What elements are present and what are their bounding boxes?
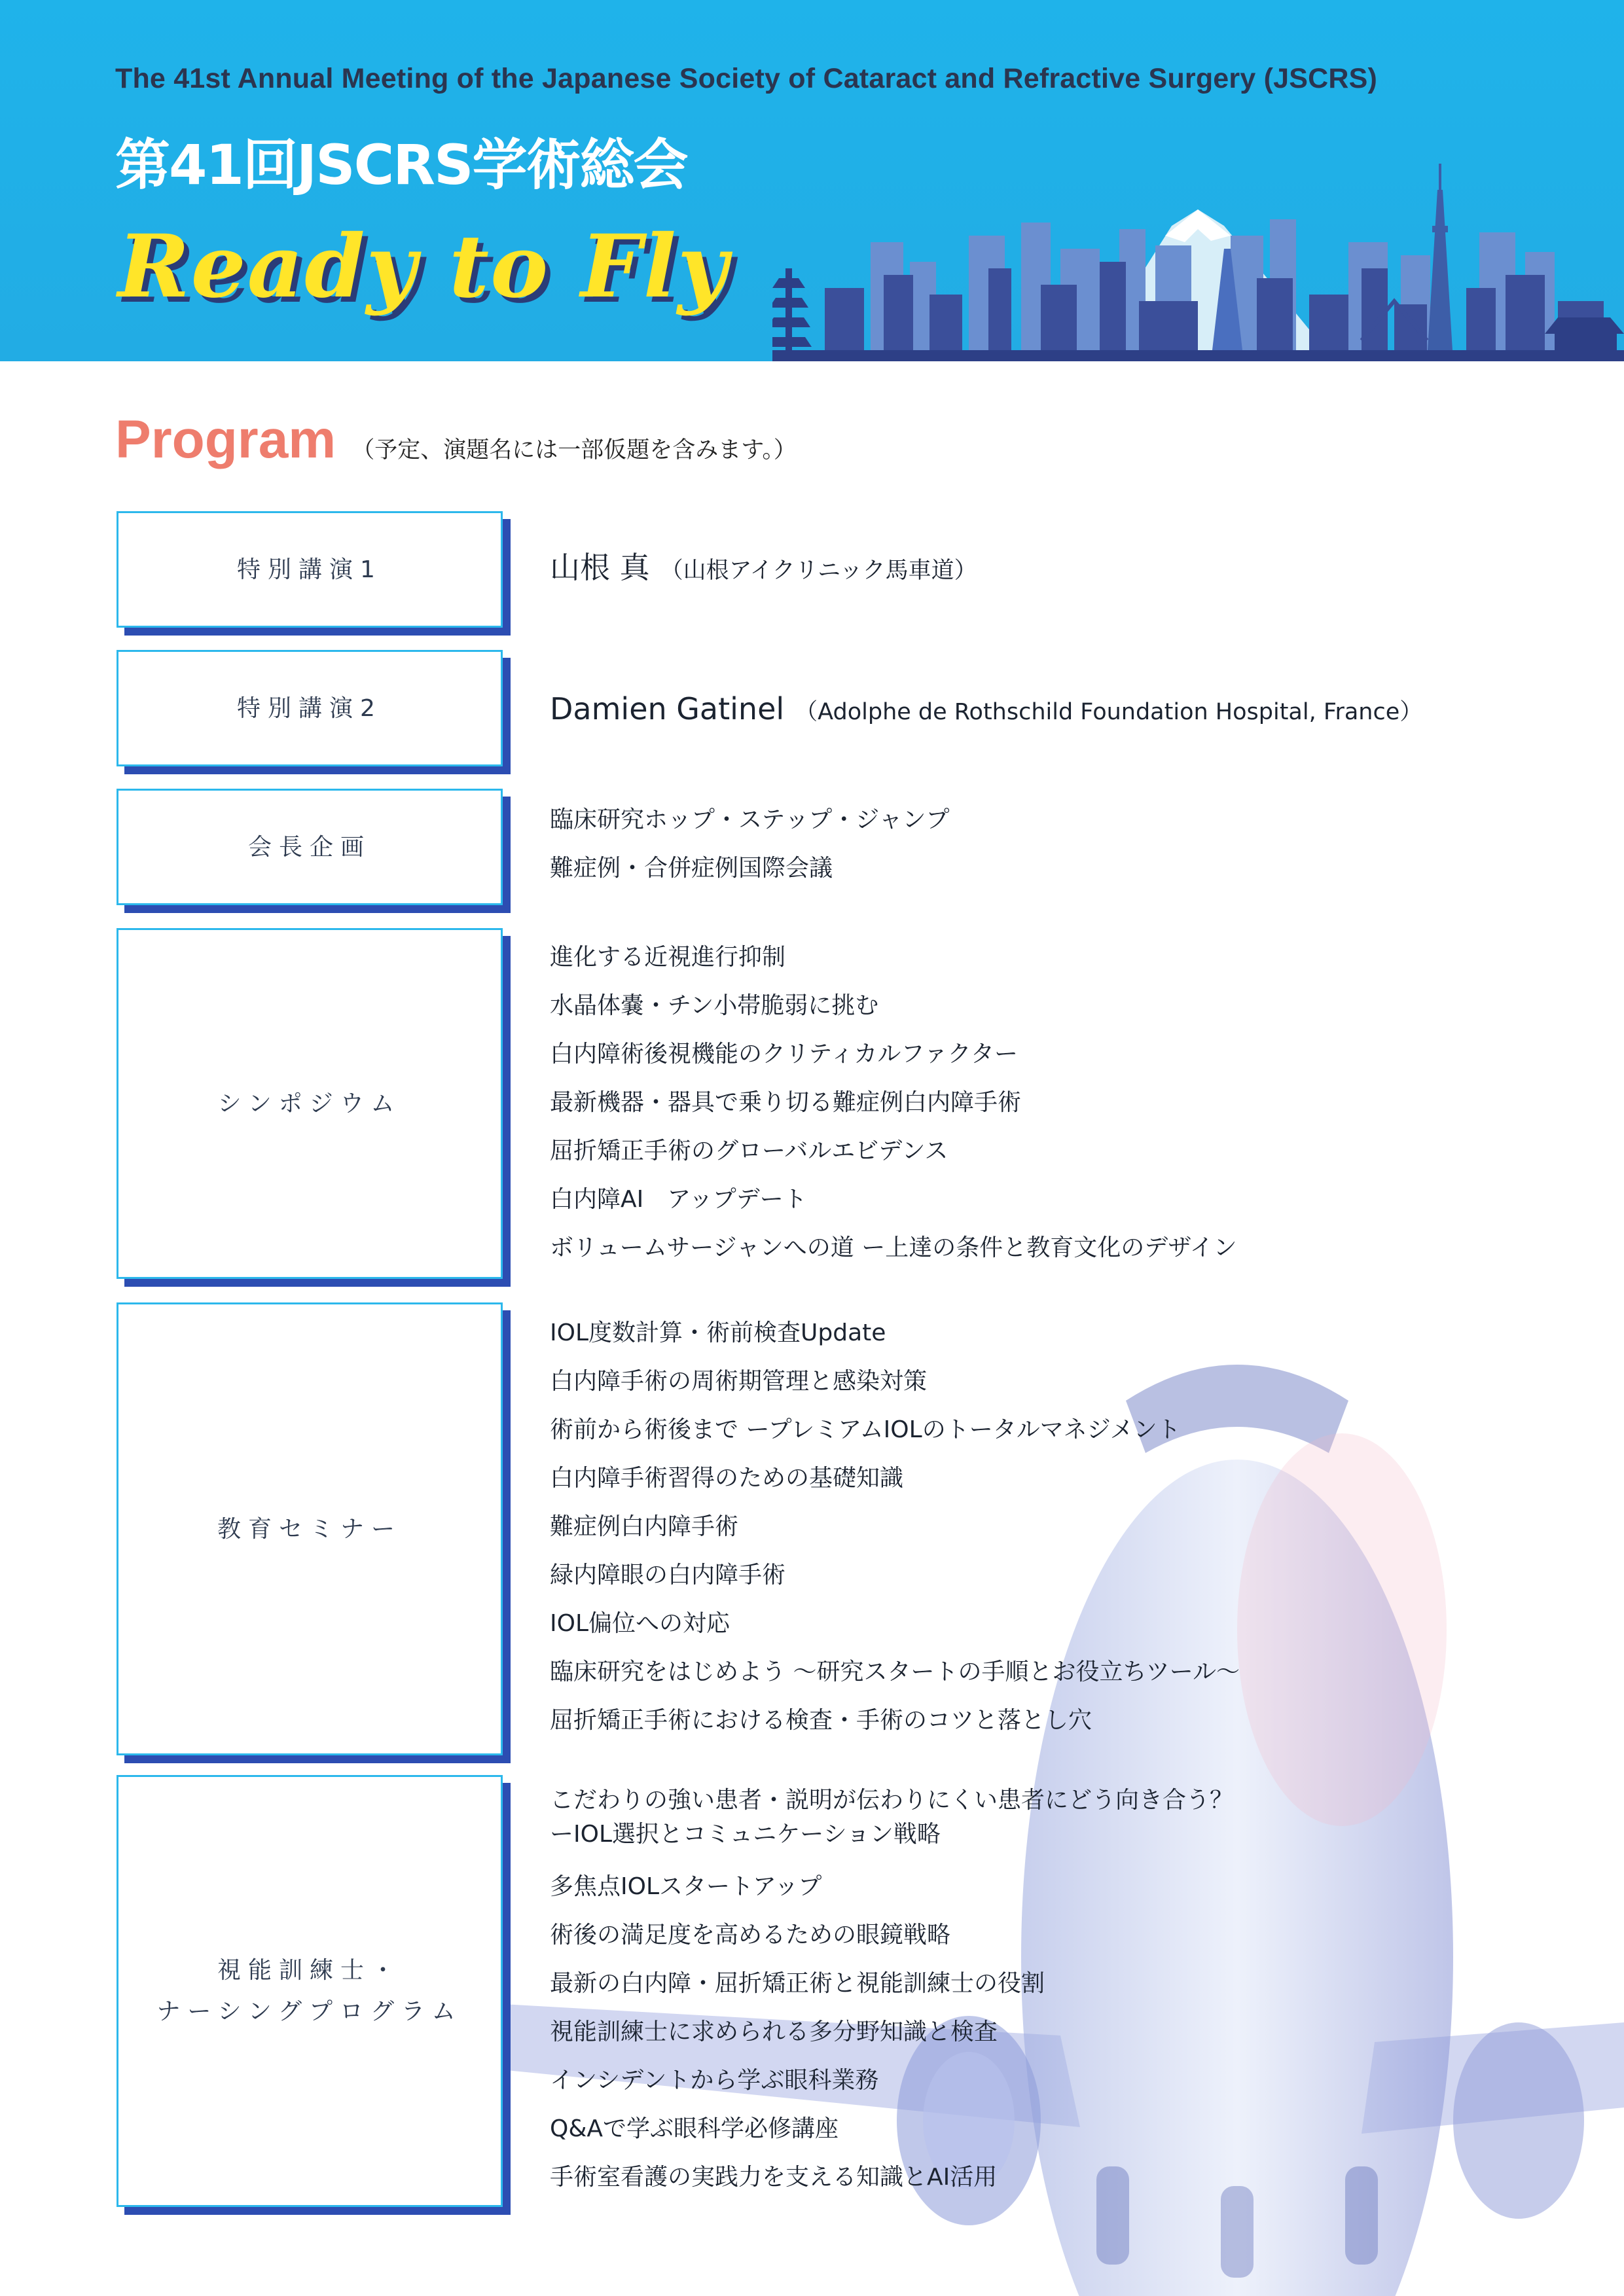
program-item: 水晶体嚢・チン小帯脆弱に挑む xyxy=(550,992,879,1019)
category-label: 特別講演2 xyxy=(237,694,382,722)
speaker-affiliation: （Adolphe de Rothschild Foundation Hospital, France） xyxy=(795,699,1423,725)
slogan: Ready to Fly xyxy=(118,216,729,317)
program-item: こだわりの強い患者・説明が伝わりにくい患者にどう向き合う？ xyxy=(550,1787,1234,1814)
category-box-special-lecture-2 xyxy=(117,650,503,766)
program-item: 白内障手術の周術期管理と感染対策 xyxy=(550,1368,928,1395)
program-heading xyxy=(115,409,797,471)
program-item: 進化する近視進行抑制 xyxy=(550,944,786,971)
category-label: 教育セミナー xyxy=(217,1515,402,1543)
program-item: 臨床研究ホップ・ステップ・ジャンプ xyxy=(550,806,950,833)
city-skyline-illustration xyxy=(772,164,1624,361)
program-item: 術後の満足度を高めるための眼鏡戦略 xyxy=(550,1922,951,1948)
category-label: 会長企画 xyxy=(247,833,371,861)
program-item: 難症例白内障手術 xyxy=(550,1513,739,1540)
category-label xyxy=(156,1950,462,2032)
program-item: 屈折矯正手術のグローバルエビデンス xyxy=(550,1138,948,1164)
program-title: Program xyxy=(115,410,336,469)
speaker-row-1 xyxy=(550,548,977,588)
category-box-education-seminar xyxy=(117,1302,503,1755)
category-label: 特別講演1 xyxy=(237,556,382,583)
category-label-line1: 視能訓練士・ xyxy=(217,1957,402,1984)
program-note: （予定、演題名には一部仮題を含みます。） xyxy=(352,437,797,463)
program-item: 視能訓練士に求められる多分野知識と検査 xyxy=(550,2018,998,2045)
meeting-title-jp: 第41回JSCRS学術総会 xyxy=(115,133,687,197)
program-item: 最新の白内障・屈折矯正術と視能訓練士の役割 xyxy=(550,1970,1045,1997)
program-item: 屈折矯正手術における検査・手術のコツと落とし穴 xyxy=(550,1707,1092,1734)
program-item: ーIOL選択とコミュニケーション戦略 xyxy=(550,1821,941,1848)
program-item: 白内障術後視機能のクリティカルファクター xyxy=(550,1041,1018,1067)
meeting-subtitle-en: The 41st Annual Meeting of the Japanese Society of Cataract and Refractive Surgery (JSCRS) xyxy=(115,63,1378,94)
program-item: インシデントから学ぶ眼科業務 xyxy=(550,2067,879,2094)
speaker-affiliation: （山根アイクリニック馬車道） xyxy=(660,558,977,584)
program-item: IOL偏位への対応 xyxy=(550,1610,731,1637)
speaker-name: Damien Gatinel xyxy=(550,691,785,726)
category-box-symposium xyxy=(117,928,503,1279)
header-banner xyxy=(0,0,1624,361)
program-item: IOL度数計算・術前検査Update xyxy=(550,1319,886,1346)
program-item: 手術室看護の実践力を支える知識とAI活用 xyxy=(550,2164,998,2191)
category-label: シンポジウム xyxy=(217,1090,402,1117)
program-item: 臨床研究をはじめよう 〜研究スタートの手順とお役立ちツール〜 xyxy=(550,1659,1240,1685)
program-item: 白内障AI アップデート xyxy=(550,1186,807,1213)
category-box-special-lecture-1 xyxy=(117,511,503,628)
program-item: 緑内障眼の白内障手術 xyxy=(550,1562,786,1588)
speaker-row-2 xyxy=(550,690,1422,729)
program-item: ボリュームサージャンへの道 ー上達の条件と教育文化のデザイン xyxy=(550,1234,1237,1261)
category-label-line2: ナーシングプログラム xyxy=(156,1998,463,2025)
category-box-orthoptist-nursing xyxy=(117,1775,503,2207)
program-item: 白内障手術習得のための基礎知識 xyxy=(550,1465,904,1492)
program-item: 術前から術後まで ープレミアムIOLのトータルマネジメント xyxy=(550,1416,1181,1443)
category-box-presidential-program xyxy=(117,789,503,905)
program-item: 難症例・合併症例国際会議 xyxy=(550,855,833,882)
program-item: 最新機器・器具で乗り切る難症例白内障手術 xyxy=(550,1089,1022,1116)
speaker-name: 山根 真 xyxy=(550,550,650,585)
program-item: 多焦点IOLスタートアップ xyxy=(550,1873,822,1900)
program-item: Q&Aで学ぶ眼科学必修講座 xyxy=(550,2115,839,2142)
